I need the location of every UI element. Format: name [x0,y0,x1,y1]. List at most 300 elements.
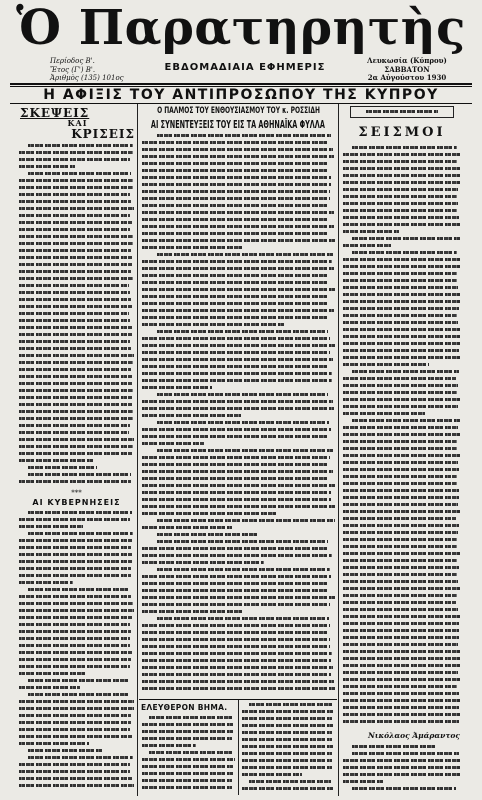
text-line [142,183,331,186]
text-line [343,622,459,625]
text-line [343,461,458,464]
text-line [343,475,457,478]
text-line [142,407,334,410]
text-line [19,389,133,392]
text-line [142,477,328,480]
text-line [142,372,332,375]
text-line [142,323,284,326]
text-line [142,232,329,235]
article-body [142,134,335,696]
text-line [28,679,129,682]
text-line [242,738,332,741]
text-line [149,716,232,719]
text-line [19,298,131,301]
text-line [157,540,328,543]
text-line [28,466,97,469]
text-line [19,151,133,154]
issue-number: Ἀριθμὸς (135) 101ος [50,74,124,82]
text-line [142,498,331,501]
text-line [142,575,331,578]
text-line [142,610,244,613]
text-line [343,202,458,205]
text-line [19,424,130,427]
text-line [343,314,457,317]
issue-date: 2α Αὐγούστου 1930 [367,73,447,82]
text-line [19,375,132,378]
text-line [142,176,331,179]
text-line [157,617,329,620]
text-line [19,714,131,717]
text-line [19,721,131,724]
text-line [142,624,330,627]
text-line [142,274,329,277]
text-line [343,335,460,338]
text-line [142,148,333,151]
text-line [343,573,457,576]
text-line [142,302,327,305]
text-line [249,780,331,783]
text-line [142,400,333,403]
text-line [157,519,334,522]
text-line [142,344,335,347]
text-line [19,249,131,252]
text-line [19,445,133,448]
column-heading-word-2: ΚΑΙ [67,118,88,128]
text-line [19,291,130,294]
text-line [343,405,458,408]
main-headline: Η ΑΦΙΞΙΣ ΤΟΥ ΑΝΤΙΠΡΟΣΩΠΟΥ ΤΗΣ ΚΥΠΡΟΥ [43,87,439,103]
text-line [142,155,334,158]
text-line [142,442,204,445]
text-line [142,239,335,242]
text-line [343,636,459,639]
text-line [142,638,330,641]
text-line [343,468,459,471]
text-line [28,588,130,591]
text-line [157,533,259,536]
text-line [343,706,459,709]
text-line [343,160,457,163]
text-line [352,419,460,422]
text-line [19,361,133,364]
section-separator: *** [71,489,82,497]
text-line [142,666,333,669]
text-line [19,623,130,626]
text-line [142,141,329,144]
text-line [157,568,330,571]
text-line [142,723,233,726]
text-line [142,645,330,648]
article-kicker-text: Ο ΠΑΛΜΟΣ ΤΟΥ ΕΝΘΟΥΣΙΑΣΜΟΥ ΤΟΥ κ. ΡΟΣΣΙΔΗ [156,106,320,116]
text-line [19,658,131,661]
text-line [343,699,461,702]
text-line [142,162,329,165]
text-line [142,386,212,389]
text-line [157,253,333,256]
text-line [142,772,233,775]
text-line [19,221,132,224]
text-line [28,144,133,147]
text-line [28,511,132,514]
text-line [343,780,384,783]
text-line [142,561,264,564]
weekday: ΣΑΒΒΑΤΟΝ [384,64,430,74]
text-line [352,745,434,748]
text-line [343,174,461,177]
place-of-publication: Λευκωσία (Κύπρου) [367,56,447,65]
text-line [19,333,132,336]
text-line [19,707,134,710]
text-line [19,277,133,280]
text-line [343,307,459,310]
text-line [142,435,329,438]
text-line [343,188,458,191]
text-line [19,630,131,633]
date-info [352,57,462,83]
text-line [343,601,456,604]
section-label-box [350,106,454,118]
text-line [142,365,328,368]
text-line [142,218,328,221]
text-line [343,566,459,569]
text-line [28,693,130,696]
column-divider-right [338,104,339,796]
column-subheading: ΑΙ ΚΥΒΕΡΝΗΣΕΙΣ [32,498,121,507]
text-line [28,532,132,535]
text-line [352,787,456,790]
text-line [142,225,334,228]
article-body [142,716,235,795]
text-line [343,608,458,611]
text-line [343,377,456,380]
text-line [343,195,457,198]
text-line [343,510,460,513]
text-line [343,664,460,667]
text-line [142,309,334,312]
text-line [343,363,429,366]
text-line [343,426,458,429]
text-line [19,256,132,259]
text-line [242,759,332,762]
text-line [19,777,132,780]
text-line [19,728,130,731]
text-line [19,242,133,245]
text-line [343,342,460,345]
text-line [28,172,131,175]
text-line [343,384,458,387]
text-line [142,652,332,655]
text-line [19,602,133,605]
text-line [142,765,234,768]
text-line [19,560,132,563]
issue-info [50,57,140,83]
text-line [19,207,134,210]
text-line [366,110,437,113]
text-line [19,553,132,556]
text-line [142,260,332,263]
column-divider-left [137,104,138,796]
text-line [249,703,332,706]
text-line [142,603,330,606]
text-line [343,440,457,443]
text-line [343,524,459,527]
text-line [19,319,130,322]
text-line [19,518,130,521]
text-line [157,449,333,452]
text-line [142,659,331,662]
text-line [19,228,130,231]
text-line [19,459,93,462]
text-line [343,398,461,401]
text-line [19,403,132,406]
text-line [142,582,329,585]
text-line [19,546,131,549]
text-line [19,417,133,420]
text-line [19,284,129,287]
text-line [19,637,130,640]
text-line [343,517,456,520]
text-line [343,321,458,324]
text-line [142,211,334,214]
text-line [343,650,460,653]
text-line [157,330,328,333]
text-line [343,545,457,548]
text-line [157,134,330,137]
text-line [343,265,461,268]
text-line [343,773,460,776]
text-line [19,431,129,434]
text-line [343,447,457,450]
text-line [142,295,329,298]
text-line [343,272,457,275]
text-line [142,190,330,193]
text-line [142,456,330,459]
text-line [343,538,457,541]
text-line [142,491,331,494]
headline-rule [10,103,472,104]
text-line [142,526,232,529]
article-body [242,703,335,795]
text-line [343,349,459,352]
text-line [343,559,457,562]
text-line [19,347,131,350]
text-line [28,756,133,759]
text-line [352,146,456,149]
text-line [19,770,130,773]
text-line [343,167,460,170]
text-line [343,482,457,485]
text-line [242,787,333,790]
text-line [352,251,457,254]
text-line [343,692,459,695]
text-line [142,737,232,740]
text-line [343,181,460,184]
text-line [19,235,133,238]
text-line [19,382,132,385]
text-line [343,433,460,436]
issue-period: Περίοδος Β'. [50,57,95,65]
text-line [343,244,391,247]
text-line [142,197,330,200]
text-line [157,393,327,396]
text-line [142,351,330,354]
text-line [19,158,130,161]
article-body [19,144,134,487]
text-line [352,752,459,755]
text-line [19,595,131,598]
text-line [142,779,232,782]
text-line [343,286,458,289]
text-line [157,421,328,424]
text-line [142,680,334,683]
text-line [142,744,196,747]
text-line [343,258,460,261]
text-line [352,237,459,240]
text-line [242,717,332,720]
publication-type: ΕΒΔΟΜΑΔΙΑΙΑ ΕΦΗΜΕΡΙΣ [164,62,326,73]
text-line [19,368,131,371]
text-line [19,581,73,584]
text-line [19,165,75,168]
text-line [19,644,130,647]
text-line [142,204,329,207]
text-line [343,279,457,282]
text-line [343,153,460,156]
text-line [142,547,329,550]
text-line [142,596,335,599]
text-line [343,496,459,499]
text-line [142,484,335,487]
text-line [142,379,332,382]
text-line [28,473,131,476]
text-line [343,293,460,296]
text-line [343,678,460,681]
text-line [19,312,129,315]
text-line [142,267,334,270]
text-line [142,631,329,634]
text-line [242,773,302,776]
column-heading: ΣΕΙΣΜΟΙ [358,125,446,140]
text-line [142,316,328,319]
text-line [19,567,131,570]
text-line [142,786,232,789]
text-line [343,328,460,331]
text-line [343,587,460,590]
text-line [19,763,130,766]
author-signature: Νικόλαος Ἀμάραντος [368,731,460,740]
text-line [343,356,461,359]
text-line [19,354,134,357]
column-heading-word-3: ΚΡΙΣΕΙΣ [71,127,135,141]
text-line [142,337,330,340]
text-line [142,687,335,690]
text-line [19,651,132,654]
text-line [149,751,232,754]
text-line [142,554,332,557]
text-line [343,671,458,674]
article-kicker [141,106,335,116]
issue-year: Ἔτος (Γ') Β'. [50,65,96,74]
text-line [19,396,132,399]
text-line [19,686,80,689]
article-body [19,511,134,795]
text-line [142,169,327,172]
text-line [343,391,457,394]
text-line [343,580,458,583]
text-line [19,609,134,612]
text-line [142,512,278,515]
text-line [142,758,235,761]
text-line [343,216,459,219]
text-line [343,685,457,688]
text-line [343,531,458,534]
text-line [142,414,241,417]
text-line [19,539,132,542]
text-line [142,463,328,466]
text-line [19,700,134,703]
text-line [343,300,461,303]
text-line [343,720,459,723]
text-line [242,731,332,734]
text-line [19,735,132,738]
text-line [343,454,460,457]
text-line [19,305,132,308]
text-line [242,724,333,727]
text-line [142,358,333,361]
text-line [343,209,457,212]
text-line [343,223,460,226]
article-body [343,745,461,795]
text-line [19,214,130,217]
text-line [343,594,457,597]
text-line [19,438,134,441]
text-line [19,480,131,483]
text-line [343,713,460,716]
text-line [242,745,334,748]
text-line [352,370,459,373]
text-line [343,657,460,660]
text-line [19,200,131,203]
text-line [19,263,132,266]
text-line [19,179,133,182]
text-line [343,230,399,233]
text-line [142,673,331,676]
text-line [19,340,130,343]
article-headline [141,118,335,131]
text-line [242,766,332,769]
text-line [343,643,458,646]
section-title: ΕΛΕΥΘΕΡΟΝ ΒΗΜΑ. [141,703,228,712]
text-line [343,552,460,555]
text-line [19,665,130,668]
text-line [19,616,132,619]
column-heading-word-1: ΣΚΕΨΕΙΣ [20,106,90,120]
text-line [343,766,460,769]
text-line [19,410,133,413]
text-line [242,710,333,713]
text-line [242,752,332,755]
masthead-rule-thick [10,83,472,85]
center-bottom-divider [238,700,239,795]
text-line [142,505,335,508]
newspaper-title: Ὁ Παρατηρητὴς [16,0,466,56]
text-line [19,270,131,273]
text-line [142,428,331,431]
text-line [142,730,233,733]
text-line [142,246,242,249]
text-line [343,503,458,506]
text-line [19,525,83,528]
